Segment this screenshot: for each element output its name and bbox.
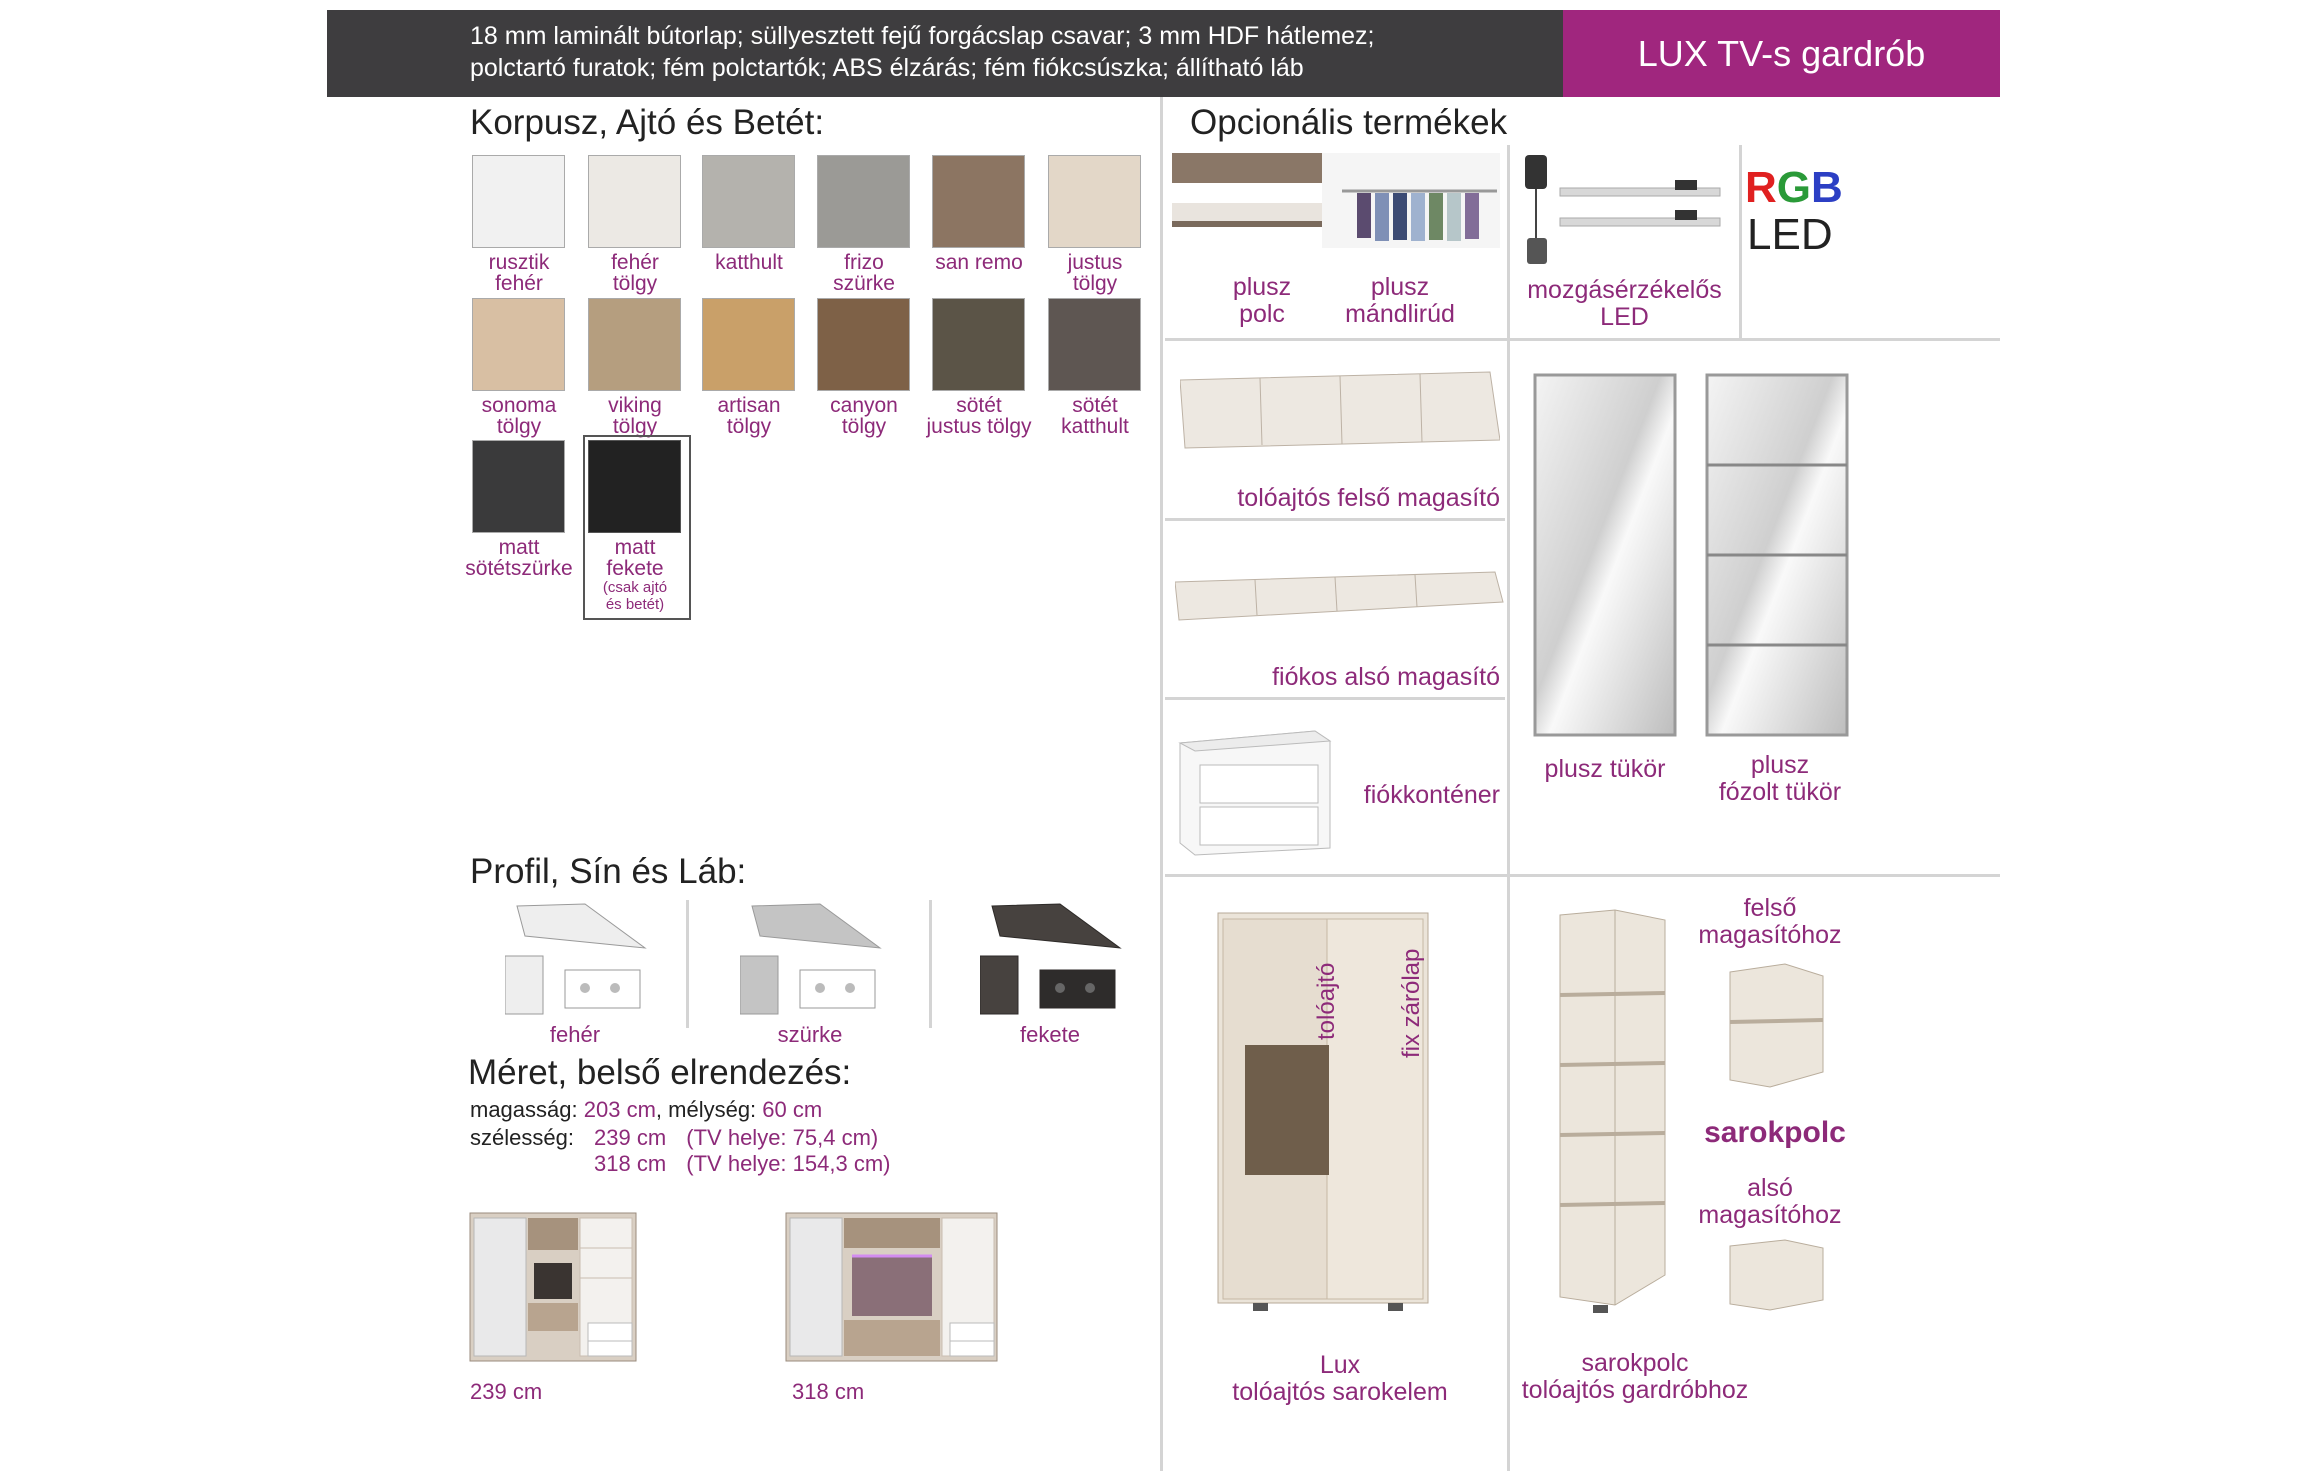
upper-shelf-line-2: magasítóhoz [1698, 921, 1842, 949]
color-swatch-label [689, 252, 809, 273]
grid-line [1507, 145, 1510, 340]
grid-line [1507, 340, 1510, 1471]
swatch-label-l1: rusztik [488, 251, 550, 274]
color-swatch [1048, 298, 1141, 391]
color-swatch [472, 298, 565, 391]
color-swatch-label [459, 537, 579, 579]
color-swatch-label [1035, 395, 1155, 437]
depth-label: , mélység: [655, 1097, 757, 1122]
swatch-label-l1: matt [614, 536, 656, 559]
swatch-label-l2: tölgy [612, 415, 658, 438]
swatch-label-l1: sonoma [481, 394, 557, 417]
color-swatch [472, 440, 565, 533]
swatch-label-l2: tölgy [612, 272, 658, 295]
rgb-text [1745, 165, 1843, 211]
plusz-mandlirud-line-1: plusz [1370, 273, 1430, 301]
optional-heading: Opcionális termékek [1190, 103, 1508, 142]
profile-label: fehér [549, 1022, 601, 1047]
color-swatch [817, 155, 910, 248]
drawer-container-image [1175, 723, 1335, 863]
corner-shelf-image [1555, 905, 1670, 1320]
plusz-polc-label [1222, 274, 1302, 328]
corner-shelf-caption-line-1: sarokpolc [1581, 1349, 1689, 1377]
lower-shelf-label [1690, 1175, 1850, 1229]
width-value: 239 cm [594, 1125, 667, 1150]
color-swatch-label [689, 395, 809, 437]
color-swatch [702, 155, 795, 248]
swatch-label-l1: canyon [830, 394, 898, 417]
grid-line [1165, 697, 1505, 700]
upper-shelf-line-1: felső [1743, 894, 1797, 922]
sliding-door-label: tolóajtó [1313, 962, 1340, 1040]
meret-heading: Méret, belső elrendezés: [468, 1053, 852, 1092]
swatch-label-l1: frizo [844, 251, 884, 274]
upper-shelf-label [1690, 895, 1850, 949]
led-strip-image [1515, 150, 1735, 275]
profile-rail-image [740, 898, 890, 1018]
upper-extension-image [1180, 370, 1500, 457]
color-swatch [1048, 155, 1141, 248]
plusz-mandlirud-line-2: mándlirúd [1345, 300, 1455, 328]
swatch-label-l2: sötétszürke [465, 557, 573, 580]
color-swatch [588, 298, 681, 391]
profile-item [505, 898, 655, 1023]
swatch-label-l1: sötét [956, 394, 1002, 417]
corner-shelf-caption-line-2: tolóajtós gardróbhoz [1521, 1376, 1749, 1404]
grid-line [1165, 874, 2000, 877]
dimensions-height-row [470, 1096, 822, 1124]
wardrobe-239-label: 239 cm [470, 1379, 543, 1404]
grid-line [1165, 338, 2000, 341]
swatch-label-l2: tölgy [496, 415, 542, 438]
profile-rail-image [980, 898, 1130, 1018]
upper-corner-shelf-image [1725, 962, 1825, 1097]
profile-label: fekete [1020, 1022, 1080, 1047]
color-swatch [702, 298, 795, 391]
swatch-label-l1: sötét [1072, 394, 1118, 417]
height-value: 203 cm [583, 1097, 656, 1122]
swatch-label-l2: tölgy [841, 415, 887, 438]
color-swatch [932, 155, 1025, 248]
width-row-2 [594, 1150, 890, 1178]
framed-mirror-label [1690, 752, 1870, 806]
color-swatch-label [575, 252, 695, 294]
plusz-polc-line-1: plusz [1232, 273, 1292, 301]
plusz-polc-line-2: polc [1239, 300, 1285, 328]
fixed-panel-label-box [1398, 930, 1428, 1060]
tv-space: (TV helye: 154,3 cm) [686, 1151, 891, 1176]
fixed-panel-label: fix zárólap [1398, 948, 1425, 1058]
color-swatch-label [1035, 252, 1155, 294]
swatch-label-l2: fehér [495, 272, 543, 295]
color-swatch [588, 155, 681, 248]
color-swatch [817, 298, 910, 391]
color-swatch-label [459, 395, 579, 437]
swatch-label-note2: és betét) [605, 596, 665, 613]
main-divider [1160, 97, 1163, 1471]
depth-value: 60 cm [762, 1097, 823, 1122]
color-swatch [472, 155, 565, 248]
korpusz-heading: Korpusz, Ajtó és Betét: [470, 103, 825, 142]
color-swatch [932, 298, 1025, 391]
shelf-rod-image [1172, 153, 1500, 253]
rgb-b: B [1811, 163, 1843, 212]
sliding-door-label-box [1313, 930, 1343, 1050]
wardrobe-239-image [468, 1208, 638, 1368]
plusz-mandlirud-label [1330, 274, 1470, 328]
profil-divider [686, 900, 689, 1028]
rgb-r: R [1745, 163, 1777, 212]
width-value: 318 cm [594, 1151, 667, 1176]
led-line-1: mozgásérzékelős [1527, 276, 1722, 304]
profil-heading: Profil, Sín és Láb: [470, 852, 747, 891]
header-spec-line-2: polctartó furatok; fém polctartók; ABS élzárás; fém fiókcsúszka; állítható láb [470, 54, 1304, 82]
swatch-label-l2: justus tölgy [926, 415, 1032, 438]
corner-shelf-label [1505, 1350, 1765, 1404]
upper-extension-label: tolóajtós felső magasító [1237, 484, 1500, 512]
header-spec-text [470, 20, 1550, 84]
color-swatch-label [919, 252, 1039, 273]
color-swatch-label [575, 395, 695, 437]
grid-line [1165, 518, 1505, 521]
framed-mirror-line-2: fózolt tükör [1718, 778, 1842, 806]
profil-divider [929, 900, 932, 1028]
color-swatch-label [804, 252, 924, 294]
profile-item [980, 898, 1130, 1023]
width-row-1 [594, 1124, 878, 1152]
color-swatch-label [919, 395, 1039, 437]
swatch-label-l2: szürke [833, 272, 895, 295]
framed-mirror-image [1705, 373, 1850, 743]
swatch-label-l2: katthult [1061, 415, 1129, 438]
lower-shelf-line-1: alsó [1747, 1174, 1793, 1202]
swatch-label-l1: fehér [611, 251, 659, 274]
color-swatch-label [804, 395, 924, 437]
swatch-label-note1: (csak ajtó [602, 579, 668, 596]
led-line-2: LED [1600, 303, 1649, 331]
product-title: LUX TV-s gardrób [1563, 10, 2000, 97]
profile-item [740, 898, 890, 1023]
header-spec-line-1: 18 mm laminált bútorlap; süllyesztett fejű forgácslap csavar; 3 mm HDF hátlemez; [470, 22, 1375, 50]
lower-corner-shelf-image [1725, 1238, 1825, 1318]
wardrobe-318-image [784, 1208, 999, 1368]
corner-shelf-title: sarokpolc [1704, 1116, 1846, 1149]
framed-mirror-line-1: plusz [1750, 751, 1810, 779]
lower-shelf-line-2: magasítóhoz [1698, 1201, 1842, 1229]
wardrobe-318-label: 318 cm [792, 1379, 865, 1404]
lower-extension-image [1175, 570, 1505, 630]
led-label [1512, 277, 1737, 331]
height-label: magasság: [470, 1097, 578, 1122]
swatch-label-l1: justus [1067, 251, 1123, 274]
rgb-led-text: LED [1747, 210, 1833, 259]
swatch-label-l1: artisan [717, 394, 781, 417]
mirror-label: plusz tükör [1544, 755, 1666, 783]
width-label: szélesség: [470, 1125, 574, 1150]
lower-extension-label: fiókos alsó magasító [1272, 663, 1500, 691]
rgb-g: G [1776, 163, 1812, 212]
swatch-label-l1: viking [608, 394, 662, 417]
swatch-highlight-frame [583, 435, 691, 620]
swatch-label-l1: matt [498, 536, 540, 559]
corner-unit-line-1: Lux [1319, 1351, 1361, 1379]
tv-space: (TV helye: 75,4 cm) [686, 1125, 879, 1150]
corner-unit-line-2: tolóajtós sarokelem [1232, 1378, 1448, 1406]
profile-rail-image [505, 898, 655, 1018]
swatch-label-l2: tölgy [726, 415, 772, 438]
drawer-container-label: fiókkonténer [1363, 781, 1500, 809]
color-swatch-label [459, 252, 579, 294]
swatch-label-l2: fekete [606, 557, 664, 580]
grid-line [1739, 145, 1742, 340]
mirror-image [1533, 373, 1678, 743]
swatch-label-l2: tölgy [1072, 272, 1118, 295]
swatch-label-l1: san remo [935, 251, 1023, 274]
swatch-label-l1: katthult [715, 251, 783, 274]
corner-unit-label [1190, 1352, 1490, 1406]
profile-label: szürke [777, 1022, 843, 1047]
